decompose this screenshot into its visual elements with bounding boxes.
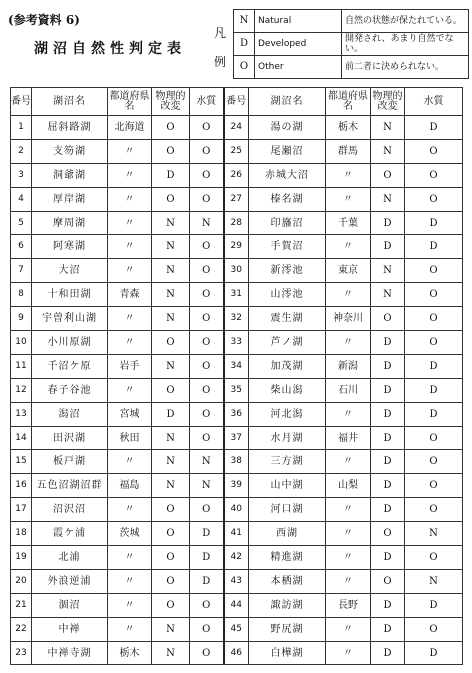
water-quality: D: [190, 546, 224, 570]
lake-name: 千沼ケ原: [32, 354, 108, 378]
physical-change: D: [371, 426, 405, 450]
water-quality: D: [190, 522, 224, 546]
physical-change: N: [152, 641, 190, 665]
row-number: 16: [11, 474, 32, 498]
lake-name: 潟沼: [32, 402, 108, 426]
prefecture: 〃: [108, 450, 152, 474]
prefecture: 〃: [108, 378, 152, 402]
physical-change: D: [371, 354, 405, 378]
prefecture: 〃: [108, 211, 152, 235]
prefecture: 〃: [108, 569, 152, 593]
physical-change: D: [371, 331, 405, 355]
prefecture: 〃: [326, 450, 371, 474]
prefecture: 北海道: [108, 116, 152, 140]
row-number: 2: [11, 139, 32, 163]
lake-name: 赤城大沼: [249, 163, 326, 187]
lake-name: 手賀沼: [249, 235, 326, 259]
header-change: 物理的改変: [152, 88, 190, 116]
physical-change: O: [371, 307, 405, 331]
prefecture: 福島: [108, 474, 152, 498]
water-quality: O: [190, 426, 224, 450]
water-quality: O: [405, 498, 463, 522]
legend-desc: 自然の状態が保たれている。: [342, 10, 469, 33]
row-number: 23: [11, 641, 32, 665]
water-quality: D: [190, 569, 224, 593]
lake-name: 山澪池: [249, 283, 326, 307]
table-row: [11, 546, 463, 570]
prefecture: 〃: [108, 307, 152, 331]
lake-name: 山中湖: [249, 474, 326, 498]
physical-change: O: [152, 116, 190, 140]
prefecture: 群馬: [326, 139, 371, 163]
physical-change: D: [371, 211, 405, 235]
physical-change: D: [371, 546, 405, 570]
legend-name: Other: [255, 56, 342, 79]
row-number: 13: [11, 402, 32, 426]
physical-change: O: [152, 546, 190, 570]
water-quality: O: [190, 617, 224, 641]
prefecture: 東京: [326, 259, 371, 283]
row-number: 41: [224, 522, 249, 546]
table-row: [11, 450, 463, 474]
prefecture: 〃: [326, 569, 371, 593]
lake-name: 水月湖: [249, 426, 326, 450]
lake-name: 五色沼湖沼群: [32, 474, 108, 498]
prefecture: 〃: [108, 139, 152, 163]
physical-change: N: [371, 139, 405, 163]
table-row: [11, 354, 463, 378]
row-number: 30: [224, 259, 249, 283]
row-number: 6: [11, 235, 32, 259]
row-number: 24: [224, 116, 249, 140]
physical-change: D: [371, 378, 405, 402]
row-number: 29: [224, 235, 249, 259]
legend-desc: 開発され、あまり自然でない。: [342, 33, 469, 56]
prefecture: 〃: [108, 498, 152, 522]
prefecture: 〃: [108, 187, 152, 211]
water-quality: D: [405, 402, 463, 426]
prefecture: 〃: [326, 163, 371, 187]
row-number: 10: [11, 331, 32, 355]
water-quality: O: [405, 331, 463, 355]
water-quality: O: [190, 235, 224, 259]
prefecture: 新潟: [326, 354, 371, 378]
water-quality: D: [405, 641, 463, 665]
lake-name: 精進湖: [249, 546, 326, 570]
lake-name: 新澪池: [249, 259, 326, 283]
prefecture: 〃: [326, 235, 371, 259]
header-water: 水質: [190, 88, 224, 116]
row-number: 43: [224, 569, 249, 593]
header-row: [11, 88, 463, 116]
header-water: 水質: [405, 88, 463, 116]
lake-name: 河北潟: [249, 402, 326, 426]
prefecture: 〃: [326, 546, 371, 570]
lake-name: 三方湖: [249, 450, 326, 474]
water-quality: O: [405, 617, 463, 641]
prefecture: 〃: [326, 498, 371, 522]
water-quality: O: [405, 283, 463, 307]
lake-name: 板戸湖: [32, 450, 108, 474]
water-quality: O: [190, 187, 224, 211]
row-number: 45: [224, 617, 249, 641]
row-number: 25: [224, 139, 249, 163]
water-quality: O: [190, 402, 224, 426]
lake-name: 宇曽利山湖: [32, 307, 108, 331]
row-number: 31: [224, 283, 249, 307]
lake-name: 河口湖: [249, 498, 326, 522]
row-number: 15: [11, 450, 32, 474]
table-row: [11, 569, 463, 593]
water-quality: N: [190, 211, 224, 235]
row-number: 4: [11, 187, 32, 211]
lake-name: 加茂湖: [249, 354, 326, 378]
lake-name: 摩周湖: [32, 211, 108, 235]
physical-change: O: [152, 593, 190, 617]
prefecture: 福井: [326, 426, 371, 450]
lake-name: 沼沢沼: [32, 498, 108, 522]
physical-change: N: [371, 283, 405, 307]
water-quality: O: [190, 593, 224, 617]
row-number: 35: [224, 378, 249, 402]
lake-name: 春子谷池: [32, 378, 108, 402]
row-number: 3: [11, 163, 32, 187]
lake-name: 北浦: [32, 546, 108, 570]
row-number: 37: [224, 426, 249, 450]
prefecture: 栃木: [108, 641, 152, 665]
prefecture: 石川: [326, 378, 371, 402]
lake-name: 田沢湖: [32, 426, 108, 450]
row-number: 42: [224, 546, 249, 570]
legend-label-top: 凡: [214, 26, 227, 40]
water-quality: O: [190, 331, 224, 355]
legend-desc: 前二者に決められない。: [342, 56, 469, 79]
table-row: [11, 331, 463, 355]
water-quality: N: [405, 522, 463, 546]
row-number: 1: [11, 116, 32, 140]
prefecture: 〃: [326, 617, 371, 641]
water-quality: O: [405, 259, 463, 283]
water-quality: O: [405, 139, 463, 163]
physical-change: O: [371, 569, 405, 593]
lake-name: 霞ケ浦: [32, 522, 108, 546]
prefecture: 〃: [326, 641, 371, 665]
table-row: [11, 307, 463, 331]
lake-name: 外浪逆浦: [32, 569, 108, 593]
physical-change: N: [152, 283, 190, 307]
header-change: 物理的改変: [371, 88, 405, 116]
physical-change: D: [371, 474, 405, 498]
table-row: [11, 402, 463, 426]
physical-change: N: [152, 354, 190, 378]
row-number: 20: [11, 569, 32, 593]
physical-change: O: [152, 139, 190, 163]
water-quality: O: [190, 354, 224, 378]
header-no: 番号: [11, 88, 32, 116]
prefecture: 秋田: [108, 426, 152, 450]
legend-label-bottom: 例: [214, 55, 227, 69]
prefecture: 〃: [326, 187, 371, 211]
lake-name: 諏訪湖: [249, 593, 326, 617]
physical-change: D: [371, 641, 405, 665]
physical-change: D: [371, 402, 405, 426]
prefecture: 千葉: [326, 211, 371, 235]
water-quality: O: [190, 283, 224, 307]
physical-change: N: [152, 426, 190, 450]
document-label: (参考資料 6): [8, 13, 80, 27]
lake-name: 震生湖: [249, 307, 326, 331]
row-number: 36: [224, 402, 249, 426]
document-title: 湖沼自然性判定表: [34, 41, 186, 57]
prefecture: 〃: [326, 283, 371, 307]
row-number: 21: [11, 593, 32, 617]
lake-name: 湯の湖: [249, 116, 326, 140]
table-row: [11, 139, 463, 163]
lake-name: 中禅寺湖: [32, 641, 108, 665]
prefecture: 長野: [326, 593, 371, 617]
water-quality: D: [405, 378, 463, 402]
lake-name: 柴山潟: [249, 378, 326, 402]
row-number: 33: [224, 331, 249, 355]
legend-code: O: [234, 56, 255, 79]
physical-change: O: [152, 569, 190, 593]
water-quality: O: [405, 187, 463, 211]
water-quality: O: [405, 307, 463, 331]
table-row: [11, 211, 463, 235]
legend-code: D: [234, 33, 255, 56]
physical-change: O: [152, 331, 190, 355]
table-row: [11, 426, 463, 450]
water-quality: O: [190, 259, 224, 283]
lake-name: 大沼: [32, 259, 108, 283]
row-number: 34: [224, 354, 249, 378]
physical-change: O: [371, 522, 405, 546]
table-row: [11, 116, 463, 140]
water-quality: O: [190, 307, 224, 331]
water-quality: O: [190, 116, 224, 140]
row-number: 39: [224, 474, 249, 498]
physical-change: N: [152, 235, 190, 259]
physical-change: D: [371, 450, 405, 474]
legend-name: Natural: [255, 10, 342, 33]
prefecture: 山梨: [326, 474, 371, 498]
header-pref: 都道府県名: [108, 88, 152, 116]
water-quality: D: [405, 116, 463, 140]
legend-code: N: [234, 10, 255, 33]
row-number: 27: [224, 187, 249, 211]
lake-name: 尾瀬沼: [249, 139, 326, 163]
physical-change: D: [371, 235, 405, 259]
row-number: 32: [224, 307, 249, 331]
physical-change: D: [371, 617, 405, 641]
water-quality: O: [405, 546, 463, 570]
lake-name: 野尻湖: [249, 617, 326, 641]
prefecture: 青森: [108, 283, 152, 307]
table-row: [11, 498, 463, 522]
lake-name: 洞爺湖: [32, 163, 108, 187]
row-number: 26: [224, 163, 249, 187]
row-number: 5: [11, 211, 32, 235]
prefecture: 〃: [108, 163, 152, 187]
water-quality: O: [405, 450, 463, 474]
lake-name: 白樺湖: [249, 641, 326, 665]
header-lake: 湖沼名: [249, 88, 326, 116]
prefecture: 栃木: [326, 116, 371, 140]
table-row: [11, 474, 463, 498]
physical-change: N: [152, 474, 190, 498]
prefecture: 〃: [326, 331, 371, 355]
row-number: 18: [11, 522, 32, 546]
legend-name: Developed: [255, 33, 342, 56]
row-number: 46: [224, 641, 249, 665]
physical-change: D: [371, 593, 405, 617]
lake-name: 中禅: [32, 617, 108, 641]
row-number: 22: [11, 617, 32, 641]
prefecture: 〃: [108, 331, 152, 355]
row-number: 17: [11, 498, 32, 522]
water-quality: O: [190, 139, 224, 163]
prefecture: 〃: [108, 546, 152, 570]
lake-name: 阿寒湖: [32, 235, 108, 259]
row-number: 40: [224, 498, 249, 522]
row-number: 19: [11, 546, 32, 570]
legend-table: [233, 9, 469, 79]
water-quality: O: [405, 474, 463, 498]
physical-change: O: [371, 163, 405, 187]
lake-name: 本栖湖: [249, 569, 326, 593]
prefecture: 〃: [108, 235, 152, 259]
physical-change: D: [371, 498, 405, 522]
row-number: 8: [11, 283, 32, 307]
prefecture: 茨城: [108, 522, 152, 546]
row-number: 28: [224, 211, 249, 235]
table-row: [11, 187, 463, 211]
water-quality: O: [190, 498, 224, 522]
prefecture: 〃: [108, 593, 152, 617]
table-row: [11, 617, 463, 641]
physical-change: N: [152, 307, 190, 331]
row-number: 7: [11, 259, 32, 283]
table-row: [11, 593, 463, 617]
prefecture: 〃: [108, 259, 152, 283]
lake-name: 芦ノ湖: [249, 331, 326, 355]
water-quality: D: [405, 235, 463, 259]
prefecture: 〃: [326, 402, 371, 426]
water-quality: N: [190, 450, 224, 474]
prefecture: 〃: [108, 617, 152, 641]
lake-name: 小川原湖: [32, 331, 108, 355]
water-quality: O: [190, 378, 224, 402]
prefecture: 神奈川: [326, 307, 371, 331]
row-number: 12: [11, 378, 32, 402]
lake-naturalness-table: [10, 87, 463, 665]
table-row: [11, 378, 463, 402]
physical-change: N: [371, 116, 405, 140]
lake-name: 榛名湖: [249, 187, 326, 211]
physical-change: D: [152, 402, 190, 426]
lake-name: 涸沼: [32, 593, 108, 617]
water-quality: O: [405, 163, 463, 187]
physical-change: N: [152, 450, 190, 474]
table-row: [11, 283, 463, 307]
lake-name: 十和田湖: [32, 283, 108, 307]
legend-row: [234, 56, 469, 79]
lake-name: 西湖: [249, 522, 326, 546]
header-pref: 都道府県名: [326, 88, 371, 116]
lake-name: 支笏湖: [32, 139, 108, 163]
row-number: 9: [11, 307, 32, 331]
table-row: [11, 163, 463, 187]
table-row: [11, 235, 463, 259]
physical-change: N: [371, 259, 405, 283]
row-number: 14: [11, 426, 32, 450]
legend-row: [234, 33, 469, 56]
physical-change: O: [152, 378, 190, 402]
prefecture: 宮城: [108, 402, 152, 426]
physical-change: N: [152, 617, 190, 641]
lake-name: 屈斜路湖: [32, 116, 108, 140]
physical-change: O: [152, 187, 190, 211]
water-quality: O: [190, 641, 224, 665]
physical-change: N: [152, 259, 190, 283]
water-quality: N: [190, 474, 224, 498]
water-quality: O: [190, 163, 224, 187]
legend-row: [234, 10, 469, 33]
physical-change: N: [371, 187, 405, 211]
table-row: [11, 259, 463, 283]
physical-change: N: [152, 211, 190, 235]
header-no: 番号: [224, 88, 249, 116]
table-row: [11, 522, 463, 546]
prefecture: 〃: [326, 522, 371, 546]
physical-change: D: [152, 163, 190, 187]
table-row: [11, 641, 463, 665]
water-quality: D: [405, 211, 463, 235]
water-quality: N: [405, 569, 463, 593]
physical-change: O: [152, 498, 190, 522]
physical-change: O: [152, 522, 190, 546]
row-number: 44: [224, 593, 249, 617]
header-lake: 湖沼名: [32, 88, 108, 116]
row-number: 11: [11, 354, 32, 378]
water-quality: O: [405, 426, 463, 450]
prefecture: 岩手: [108, 354, 152, 378]
row-number: 38: [224, 450, 249, 474]
water-quality: D: [405, 593, 463, 617]
lake-name: 厚岸湖: [32, 187, 108, 211]
lake-name: 印旛沼: [249, 211, 326, 235]
water-quality: D: [405, 354, 463, 378]
